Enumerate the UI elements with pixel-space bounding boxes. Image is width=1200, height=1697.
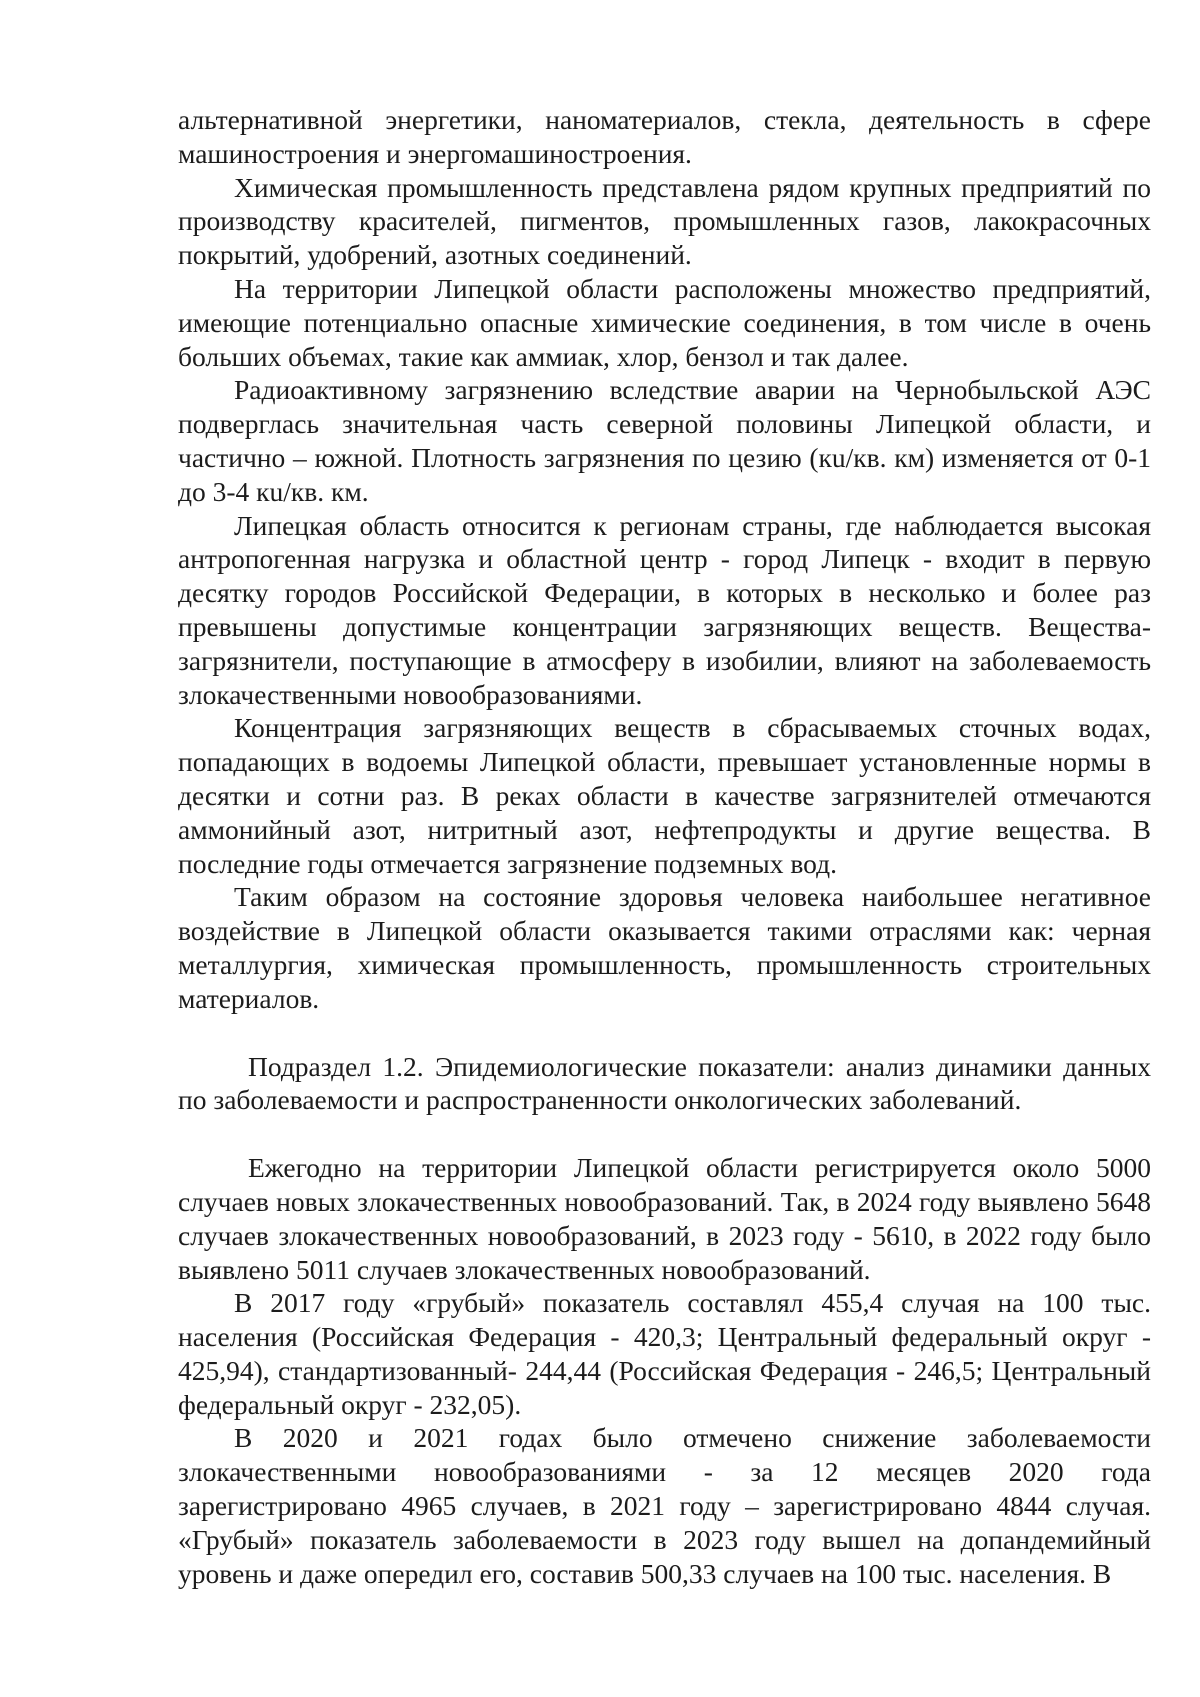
paragraph-chemical-industry: Химическая промышленность представлена рядом крупных предприятий по производству красителей, пигментов, промышленных газов, лакокрасочных покрытий, удобрений, азотных соединений.	[178, 171, 1151, 271]
paragraph-anthropogenic-load: Липецкая область относится к регионам страны, где наблюдается высокая антропогенная нагрузка и областной центр - город Липецк - входит в первую десятку городов Российской Федерации, в которых в несколько и более раз превышены допустимые концентрации загрязняющих веществ. Вещества-загрязнители, поступающие в атмосферу в изобилии, влияют на заболеваемость злокачественными новообразованиями.	[178, 509, 1151, 710]
paragraph-water-pollution: Концентрация загрязняющих веществ в сбрасываемых сточных водах, попадающих в водоемы Липецкой области, превышает установленные нормы в десятки и сотни раз. В реках области в качестве загрязнителей отмечаются аммонийный азот, нитритный азот, нефтепродукты и другие вещества. В последние годы отмечается загрязнение подземных вод.	[178, 712, 1151, 879]
paragraph-negative-impact: Таким образом на состояние здоровья человека наибольшее негативное воздействие в Липецкой области оказывается такими отраслями как: черная металлургия, химическая промышленность, промышленность строительных материалов.	[178, 881, 1151, 1014]
paragraph-radioactive-contamination: Радиоактивному загрязнению вследствие аварии на Чернобыльской АЭС подверглась значительная часть северной половины Липецкой области, и частично – южной. Плотность загрязнения по цезию (кu/кв. км) изменяется от 0-1 до 3-4 кu/кв. км.	[178, 374, 1151, 507]
subsection-heading: Подраздел 1.2. Эпидемиологические показатели: анализ динамики данных по заболеваемости и распространенности онкологических заболеваний.	[178, 1050, 1151, 1116]
paragraph-energy-continuation: альтернативной энергетики, наноматериалов, стекла, деятельность в сфере машиностроения и энергомашиностроения.	[178, 104, 1151, 169]
paragraph-2017-rates: В 2017 году «грубый» показатель составлял 455,4 случая на 100 тыс. населения (Российская Федерация - 420,3; Центральный федеральный округ - 425,94), стандартизованный- 244,44 (Российская Федерация - 246,5; Центральный федеральный округ - 232,05).	[178, 1287, 1151, 1420]
paragraph-hazardous-enterprises: На территории Липецкой области расположены множество предприятий, имеющие потенциально опасные химические соединения, в том числе в очень больших объемах, такие как аммиак, хлор, бензол и так далее.	[178, 272, 1151, 372]
document-page	[178, 103, 1151, 1590]
paragraph-annual-incidence: Ежегодно на территории Липецкой области регистрируется около 5000 случаев новых злокачественных новообразований. Так, в 2024 году выявлено 5648 случаев злокачественных новообразований, в 2023 году - 5610, в 2022 году было выявлено 5011 случаев злокачественных новообразований.	[178, 1152, 1151, 1285]
paragraph-2020-2021-decline: В 2020 и 2021 годах было отмечено снижение заболеваемости злокачественными новообразованиями - за 12 месяцев 2020 года зарегистрировано 4965 случаев, в 2021 году – зарегистрировано 4844 случая. «Грубый» показатель заболеваемости в 2023 году вышел на допандемийный уровень и даже опередил его, составив 500,33 случаев на 100 тыс. населения. В	[178, 1422, 1151, 1589]
